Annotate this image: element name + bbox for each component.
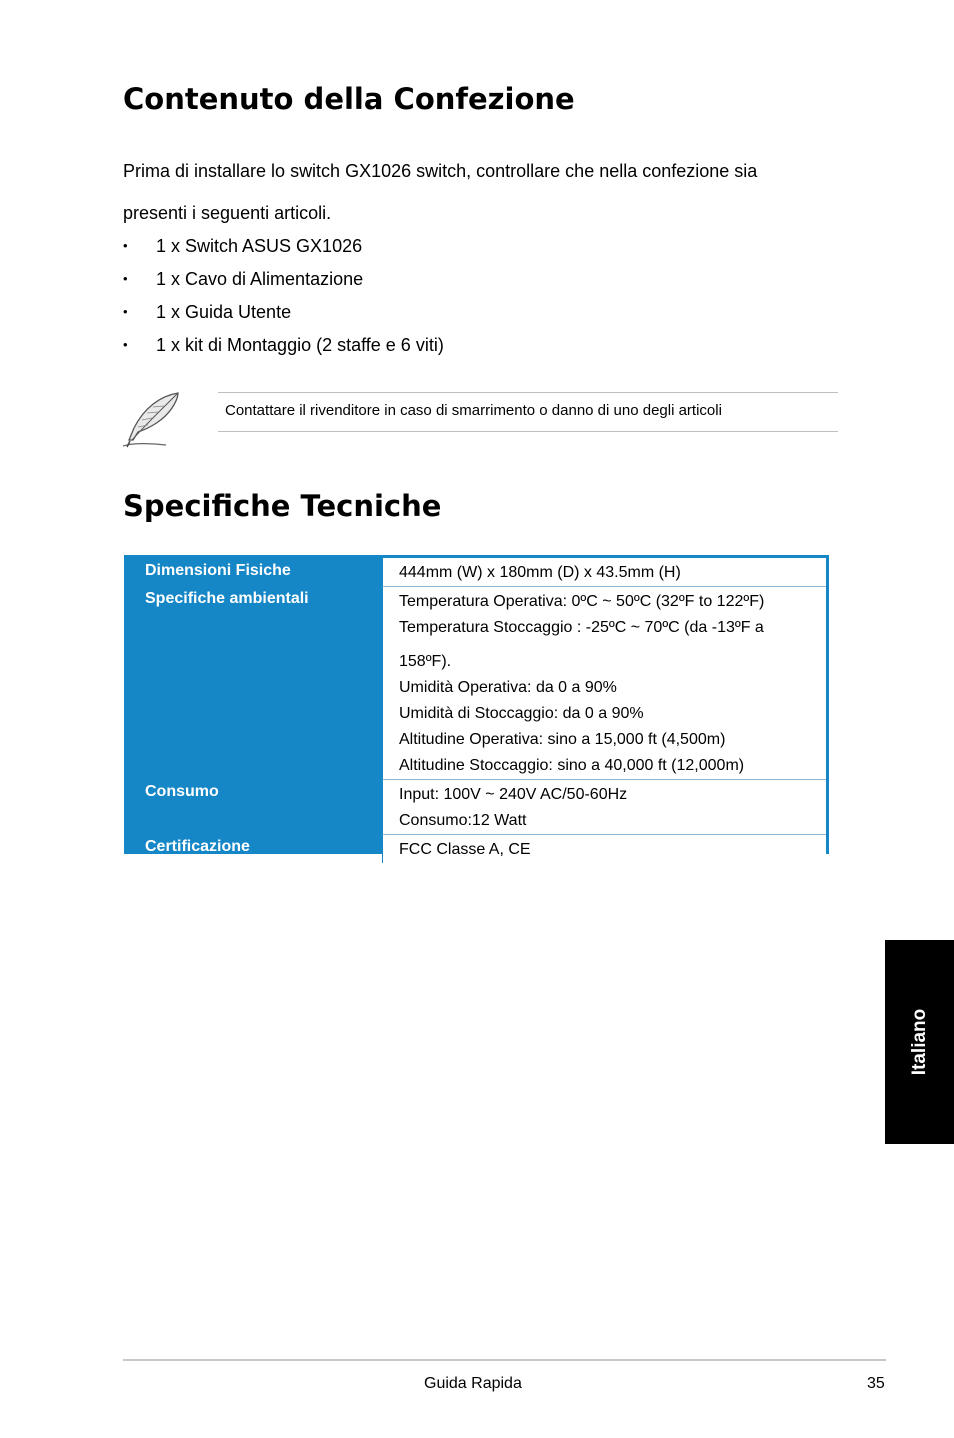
- section-title-contents: Contenuto della Confezione: [123, 82, 575, 116]
- spec-value: 444mm (W) x 180mm (D) x 43.5mm (H): [382, 558, 826, 586]
- spec-table: [124, 555, 829, 858]
- bullet-icon: •: [123, 337, 128, 352]
- bullet-icon: •: [123, 304, 128, 319]
- table-row: [127, 558, 826, 586]
- bullet-icon: •: [123, 271, 128, 286]
- spec-label: Certificazione: [145, 838, 250, 855]
- package-contents-list: [123, 232, 444, 364]
- table-row: [127, 834, 826, 863]
- page-number: 35: [867, 1375, 885, 1392]
- table-row: [127, 586, 826, 779]
- bullet-icon: •: [123, 238, 128, 253]
- language-tab: [885, 940, 954, 1144]
- section-title-specs: Specifiche Tecniche: [123, 489, 442, 523]
- spec-value: Input: 100V ~ 240V AC/50-60Hz Consumo:12 Watt: [382, 779, 826, 834]
- spec-label: Consumo: [145, 783, 219, 800]
- footer-divider: [123, 1359, 886, 1361]
- footer-label: Guida Rapida: [424, 1375, 522, 1392]
- list-item: • 1 x Guida Utente: [123, 298, 444, 331]
- list-item: • 1 x Cavo di Alimentazione: [123, 265, 444, 298]
- spec-value: FCC Classe A, CE: [382, 834, 826, 863]
- quill-pen-icon: [120, 390, 182, 450]
- list-item: • 1 x Switch ASUS GX1026: [123, 232, 444, 265]
- language-tab-label: Italiano: [908, 1008, 930, 1076]
- table-row: [127, 779, 826, 834]
- spec-label: Specifiche ambientali: [145, 590, 309, 607]
- list-item: • 1 x kit di Montaggio (2 staffe e 6 viti): [123, 331, 444, 364]
- spec-label: Dimensioni Fisiche: [145, 562, 291, 579]
- intro-paragraph: Prima di installare lo switch GX1026 switch, controllare che nella confezione sia presenti i seguenti articoli.: [123, 161, 758, 223]
- note-box: Contattare il rivenditore in caso di smarrimento o danno di uno degli articoli: [218, 392, 838, 432]
- spec-value: Temperatura Operativa: 0ºC ~ 50ºC (32ºF to 122ºF) Temperatura Stoccaggio : -25ºC ~ 70ºC (da -13ºF a 158ºF). Umidità Operativa: da 0 a 90% Umidità di Stoccaggio: da 0 a 90% Altitudine Operativa: sino a 15,000 ft (4,500m) Altitudine Stoccaggio: sino a 40,000 ft (12,000m): [382, 586, 826, 779]
